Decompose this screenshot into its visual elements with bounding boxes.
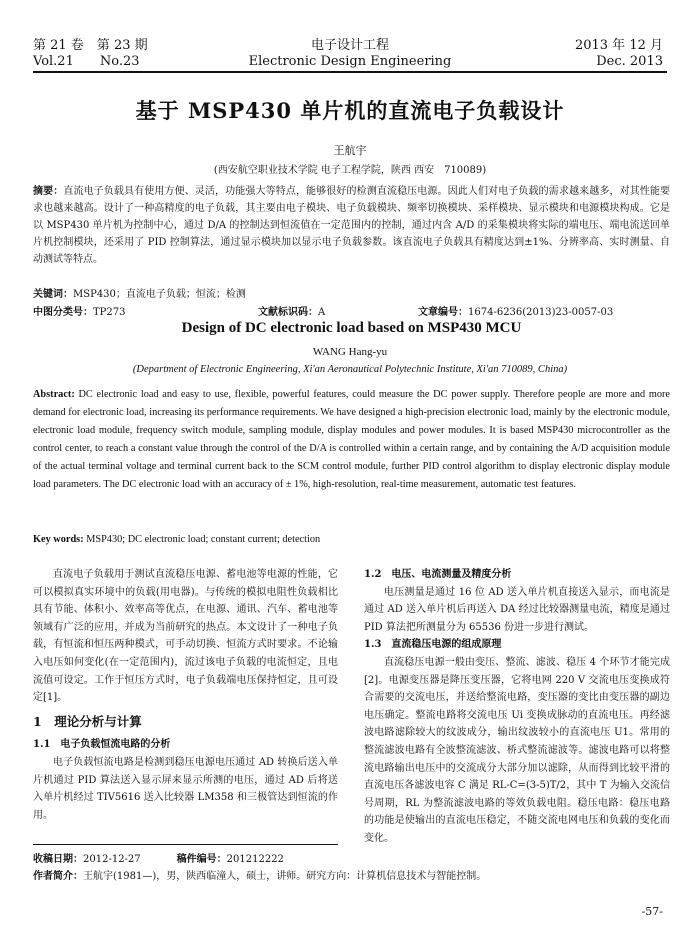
page-number: -57- xyxy=(641,905,663,918)
manuscript-label: 稿件编号： xyxy=(176,854,227,865)
header-date-zh: 2013 年 12 月 xyxy=(574,38,663,53)
keywords-en xyxy=(33,534,670,545)
keywords-en-label: Key words: xyxy=(33,534,84,545)
affiliation-zh: (西安航空职业技术学院 电子工程学院，陕西 西安 710089) xyxy=(213,165,487,176)
header-volume-zh: 第 21 卷 第 23 期 xyxy=(33,38,148,53)
header-volume xyxy=(33,38,148,70)
abstract-en-label: Abstract: xyxy=(33,389,75,400)
article-number-value: 1674-6236(2013)23-0057-03 xyxy=(468,307,614,318)
author-name-en: WANG Hang-yu xyxy=(312,346,388,358)
header-rule xyxy=(33,71,667,73)
classification-value: TP273 xyxy=(93,307,126,318)
received-label: 收稿日期： xyxy=(33,854,83,865)
keywords-zh xyxy=(33,285,670,300)
abstract-zh-text: 直流电子负载具有使用方便、灵活，功能强大等特点，能够很好的检测直流稳压电源。因此人们对电子负载的需求越来越多，对其性能要求也越来越高。设计了一种高精度的电子负载，其主要由电子模块、电子负载模块、频率切换模块、采样模块、显示模块和电源模块构成。它是以 MSP430 单片机为控制中心，通过 D/A 的控制达到恒流值在一定范围内的控制，通过内含 A/D 的采集模块将实际的端电压、端电流送回单片机控制模块，还采用了 PID 控制算法，通过显示模块加以显示电子负载参数。该直流电子负载具有精度达到±1%、分辨率高、实时测量、自动测试等特点。 xyxy=(33,186,671,265)
intro-paragraph: 直流电子负载用于测试直流稳压电源、蓄电池等电源的性能，它可以模拟真实环境中的负载(用电器)。与传统的模拟电阻性负载相比具有节能、体积小、效率高等优点，在电源、通讯、汽车、蓄电池等领域有广泛的应用，并成为当前研究的热点。本文设计了一种电子负载，有恒流和恒压两种模式，可手动切换、恒流方式时要求。不论输入电压如何变化(在一定范围内)，流过该电子负载的电流恒定，且电流值可设定。工作于恒压方式时，电子负载端电压保持恒定，且可设定[1]。 xyxy=(33,569,338,704)
footnote-author-bio xyxy=(33,867,670,882)
section-1-heading: 1 理论分析与计算 xyxy=(33,713,142,729)
header-date xyxy=(575,38,663,70)
footnote-rule xyxy=(33,844,338,845)
section-1-2-heading: 1.2 电压、电流测量及精度分析 xyxy=(364,569,512,580)
section-1-1-paragraph: 电子负载恒流电路是检测到稳压电源电压通过 AD 转换后送入单片机通过 PID 算法送入显示屏来显示所测的电压，通过 AD 后将送入单片机经过 TIV5616 送入比较器 LM358 和三极管达到恒流的作用。 xyxy=(33,756,338,821)
received-date: 2012-12-27 xyxy=(83,854,141,865)
section-1-3-paragraph: 直流稳压电源一般由变压、整流、滤波、稳压 4 个环节才能完成[2]。电源变压器是降压变压器，它将电网 220 V 交流电压变换成符合需要的交流电压，并送给整流电路，变压器的变比由变压器的副边电压确定。整流电路将交流电压 Ui 变换成脉动的直流电压。再经滤波电路滤除较大的纹波成分，输出纹波较小的直流电压 U1。常用的整流滤波电路有全波整流滤波、桥式整流滤波等。滤波电路可以将整流电路输出电压中的交流成分大部分加以滤除，从而得到比较平滑的直流电压各滤波电容 C 满足 RL-C=(3-5)T/2，其中 T 为输入交流信号周期，RL 为整流滤波电路的等效负载电阻。稳压电路：稳压电路的功能是使输出的直流电压稳定，不随交流电网电压和负载的变化而变化。 xyxy=(364,656,670,844)
keywords-zh-text: MSP430；直流电子负载；恒流；检测 xyxy=(73,289,246,300)
paper-title-en: Design of DC electronic load based on MSP430 MCU xyxy=(181,320,522,336)
affiliation-en: (Department of Electronic Engineering, Xi'an Aeronautical Polytechnic Institute, Xi'an 710089, China) xyxy=(132,364,568,375)
article-number-label: 文章编号： xyxy=(418,307,468,318)
author-bio-label: 作者简介： xyxy=(33,871,83,882)
body-column-right xyxy=(364,566,670,848)
author-name-zh: 王航宇 xyxy=(333,144,367,157)
classification-label: 中图分类号： xyxy=(33,307,93,318)
classification-number xyxy=(33,303,126,318)
manuscript-number: 201212222 xyxy=(226,854,284,865)
document-code-label: 文献标识码： xyxy=(258,307,318,318)
abstract-zh xyxy=(33,183,670,268)
paper-title-zh: 基于 MSP430 单片机的直流电子负载设计 xyxy=(135,98,565,123)
header-volume-en: Vol.21 No.23 xyxy=(33,54,140,69)
abstract-zh-label: 摘要： xyxy=(33,186,64,197)
abstract-en-text: DC electronic load and easy to use, flexible, powerful features, could measure the DC power supply. Therefore people are more and more demand for electronic load, increasing its performance requirements. We have designed a high-precision electronic load, mainly by the electronic module, electronic load module, frequency switch module, sampling module, display modules and power modules. It is based MSP430 microcontroller as the control center, to reach a constant value through the control of the D/A is controlled within a certain range, and by containing the A/D acquisition module of the actual terminal voltage and terminal current back to the SCM control module, further PID control algorithm to display electronic display module load parameters. The DC electronic load with an accuracy of ± 1%, high-resolution, real-time measurement, automatic test features. xyxy=(33,389,670,490)
header-journal-en: Electronic Design Engineering xyxy=(248,54,452,69)
section-1-3-heading: 1.3 直流稳压电源的组成原理 xyxy=(364,639,502,651)
footnote-dates xyxy=(33,850,284,865)
document-code xyxy=(258,303,325,318)
abstract-en xyxy=(33,386,670,494)
keywords-en-text: MSP430; DC electronic load; constant current; detection xyxy=(86,534,321,545)
header-journal-zh: 电子设计工程 xyxy=(310,38,389,53)
keywords-zh-label: 关键词： xyxy=(33,289,73,300)
article-number xyxy=(418,303,613,318)
body-column-left xyxy=(33,566,338,824)
author-bio-text: 王航宇(1981—)，男，陕西临潼人，硕士，讲师。研究方向：计算机信息技术与智能控制。 xyxy=(83,871,487,882)
document-code-value: A xyxy=(318,307,326,318)
section-1-2-paragraph: 电压测量是通过 16 位 AD 送入单片机直接送入显示，而电流是通过 AD 送入单片机后再送入 DA 经过比较器测量电流，精度是通过 PID 算法把所测量分为 65536 份进一步进行测试。 xyxy=(364,586,670,633)
section-1-1-heading: 1.1 电子负载恒流电路的分析 xyxy=(33,739,171,751)
header-date-en: Dec. 2013 xyxy=(596,54,663,69)
header-journal xyxy=(200,38,500,70)
